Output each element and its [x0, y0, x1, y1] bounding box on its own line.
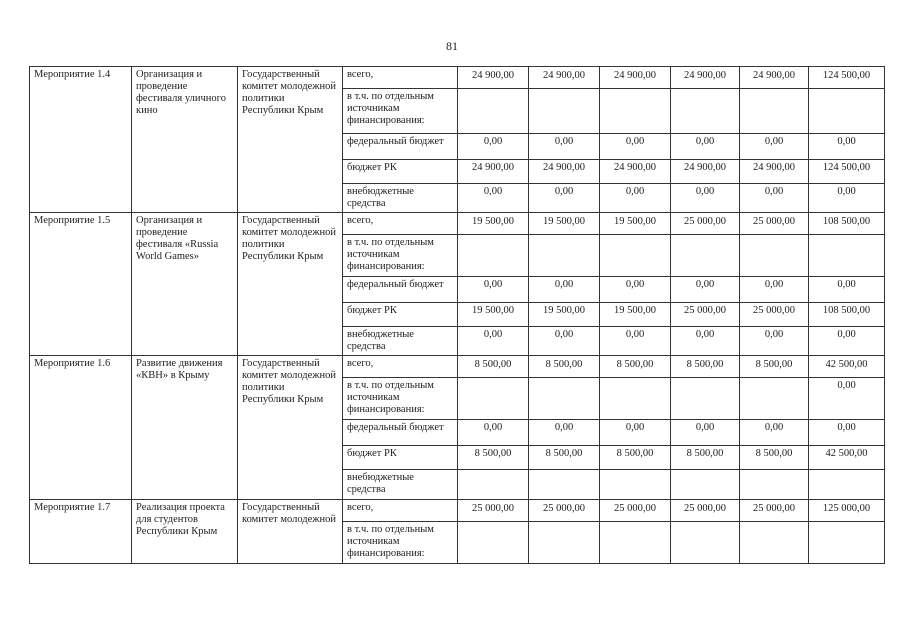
activity-name: Реализация проекта для студентов Республики Крым	[132, 500, 238, 564]
funding-source-label: всего,	[343, 500, 458, 522]
amount-cell: 8 500,00	[529, 356, 600, 378]
amount-cell	[671, 235, 740, 277]
amount-cell: 8 500,00	[600, 446, 671, 470]
amount-cell: 0,00	[600, 184, 671, 213]
table-row	[30, 356, 885, 378]
amount-cell	[458, 235, 529, 277]
amount-cell: 24 900,00	[740, 160, 809, 184]
amount-cell: 8 500,00	[529, 446, 600, 470]
amount-cell	[671, 470, 740, 500]
amount-cell: 24 900,00	[600, 67, 671, 89]
amount-cell: 24 900,00	[458, 67, 529, 89]
amount-cell: 0,00	[809, 327, 885, 356]
amount-cell: 0,00	[529, 134, 600, 160]
amount-cell: 125 000,00	[809, 500, 885, 522]
amount-cell: 0,00	[671, 277, 740, 303]
table-row	[30, 213, 885, 235]
amount-cell: 25 000,00	[740, 303, 809, 327]
amount-cell: 42 500,00	[809, 446, 885, 470]
funding-source-label: в т.ч. по отдельным источникам финансирования:	[343, 89, 458, 134]
amount-cell: 8 500,00	[458, 356, 529, 378]
amount-cell: 0,00	[529, 327, 600, 356]
amount-cell	[529, 235, 600, 277]
amount-cell: 19 500,00	[458, 303, 529, 327]
amount-cell: 0,00	[671, 420, 740, 446]
amount-cell: 0,00	[809, 378, 885, 420]
funding-source-label: в т.ч. по отдельным источникам финансирования:	[343, 378, 458, 420]
amount-cell	[809, 89, 885, 134]
amount-cell: 24 900,00	[529, 67, 600, 89]
amount-cell: 0,00	[809, 277, 885, 303]
amount-cell: 124 500,00	[809, 67, 885, 89]
page-number: 81	[446, 39, 458, 53]
amount-cell: 0,00	[740, 277, 809, 303]
amount-cell	[458, 470, 529, 500]
amount-cell	[740, 378, 809, 420]
amount-cell	[600, 89, 671, 134]
amount-cell	[740, 235, 809, 277]
activity-id: Мероприятие 1.7	[30, 500, 132, 564]
amount-cell	[809, 522, 885, 564]
amount-cell: 0,00	[529, 184, 600, 213]
responsible-org: Государственный комитет молодежной	[238, 500, 343, 564]
amount-cell: 19 500,00	[600, 213, 671, 235]
funding-source-label: федеральный бюджет	[343, 277, 458, 303]
funding-source-label: федеральный бюджет	[343, 420, 458, 446]
amount-cell: 25 000,00	[600, 500, 671, 522]
amount-cell: 0,00	[740, 184, 809, 213]
amount-cell	[458, 89, 529, 134]
amount-cell: 0,00	[740, 420, 809, 446]
amount-cell: 19 500,00	[529, 213, 600, 235]
amount-cell: 0,00	[600, 420, 671, 446]
amount-cell	[458, 378, 529, 420]
funding-source-label: всего,	[343, 67, 458, 89]
amount-cell: 8 500,00	[671, 356, 740, 378]
activity-id: Мероприятие 1.6	[30, 356, 132, 500]
amount-cell: 124 500,00	[809, 160, 885, 184]
amount-cell	[740, 470, 809, 500]
funding-source-label: в т.ч. по отдельным источникам финансирования:	[343, 522, 458, 564]
amount-cell: 0,00	[458, 327, 529, 356]
amount-cell: 0,00	[458, 184, 529, 213]
amount-cell: 24 900,00	[671, 160, 740, 184]
amount-cell: 42 500,00	[809, 356, 885, 378]
responsible-org: Государственный комитет молодежной политики Республики Крым	[238, 213, 343, 356]
amount-cell	[671, 522, 740, 564]
amount-cell	[600, 470, 671, 500]
amount-cell	[529, 470, 600, 500]
activity-name: Развитие движения «КВН» в Крыму	[132, 356, 238, 500]
amount-cell: 0,00	[458, 420, 529, 446]
activity-id: Мероприятие 1.4	[30, 67, 132, 213]
amount-cell: 25 000,00	[671, 303, 740, 327]
amount-cell: 0,00	[809, 420, 885, 446]
amount-cell	[458, 522, 529, 564]
amount-cell	[529, 522, 600, 564]
amount-cell: 24 900,00	[740, 67, 809, 89]
funding-source-label: внебюджетные средства	[343, 470, 458, 500]
amount-cell: 25 000,00	[740, 500, 809, 522]
amount-cell: 0,00	[600, 277, 671, 303]
amount-cell: 8 500,00	[458, 446, 529, 470]
amount-cell: 0,00	[671, 134, 740, 160]
activity-name: Организация и проведение фестиваля уличного кино	[132, 67, 238, 213]
amount-cell: 0,00	[529, 277, 600, 303]
funding-source-label: внебюджетные средства	[343, 327, 458, 356]
amount-cell	[600, 235, 671, 277]
responsible-org: Государственный комитет молодежной политики Республики Крым	[238, 356, 343, 500]
funding-source-label: в т.ч. по отдельным источникам финансирования:	[343, 235, 458, 277]
amount-cell: 25 000,00	[740, 213, 809, 235]
responsible-org: Государственный комитет молодежной политики Республики Крым	[238, 67, 343, 213]
funding-source-label: внебюджетные средства	[343, 184, 458, 213]
amount-cell	[600, 378, 671, 420]
table-row	[30, 67, 885, 89]
activity-name: Организация и проведение фестиваля «Russia World Games»	[132, 213, 238, 356]
amount-cell: 0,00	[809, 134, 885, 160]
amount-cell: 24 900,00	[600, 160, 671, 184]
amount-cell: 24 900,00	[458, 160, 529, 184]
amount-cell: 0,00	[671, 184, 740, 213]
amount-cell: 0,00	[458, 134, 529, 160]
amount-cell: 108 500,00	[809, 213, 885, 235]
funding-source-label: бюджет РК	[343, 303, 458, 327]
amount-cell: 19 500,00	[458, 213, 529, 235]
amount-cell	[740, 522, 809, 564]
funding-source-label: всего,	[343, 356, 458, 378]
amount-cell	[809, 470, 885, 500]
amount-cell: 8 500,00	[671, 446, 740, 470]
amount-cell: 8 500,00	[740, 356, 809, 378]
amount-cell: 0,00	[671, 327, 740, 356]
amount-cell: 8 500,00	[740, 446, 809, 470]
table-row	[30, 500, 885, 522]
amount-cell	[529, 378, 600, 420]
amount-cell: 0,00	[600, 134, 671, 160]
amount-cell	[671, 378, 740, 420]
amount-cell: 0,00	[458, 277, 529, 303]
amount-cell: 108 500,00	[809, 303, 885, 327]
amount-cell	[600, 522, 671, 564]
amount-cell: 25 000,00	[529, 500, 600, 522]
funding-source-label: федеральный бюджет	[343, 134, 458, 160]
amount-cell: 8 500,00	[600, 356, 671, 378]
amount-cell: 24 900,00	[529, 160, 600, 184]
amount-cell: 25 000,00	[671, 500, 740, 522]
amount-cell: 0,00	[740, 327, 809, 356]
funding-source-label: бюджет РК	[343, 160, 458, 184]
amount-cell: 0,00	[529, 420, 600, 446]
amount-cell: 0,00	[600, 327, 671, 356]
funding-source-label: бюджет РК	[343, 446, 458, 470]
amount-cell: 19 500,00	[600, 303, 671, 327]
budget-table	[29, 66, 885, 564]
amount-cell	[740, 89, 809, 134]
amount-cell: 19 500,00	[529, 303, 600, 327]
amount-cell: 25 000,00	[671, 213, 740, 235]
amount-cell: 0,00	[740, 134, 809, 160]
funding-source-label: всего,	[343, 213, 458, 235]
activity-id: Мероприятие 1.5	[30, 213, 132, 356]
amount-cell	[809, 235, 885, 277]
amount-cell: 0,00	[809, 184, 885, 213]
amount-cell	[671, 89, 740, 134]
amount-cell	[529, 89, 600, 134]
amount-cell: 25 000,00	[458, 500, 529, 522]
amount-cell: 24 900,00	[671, 67, 740, 89]
